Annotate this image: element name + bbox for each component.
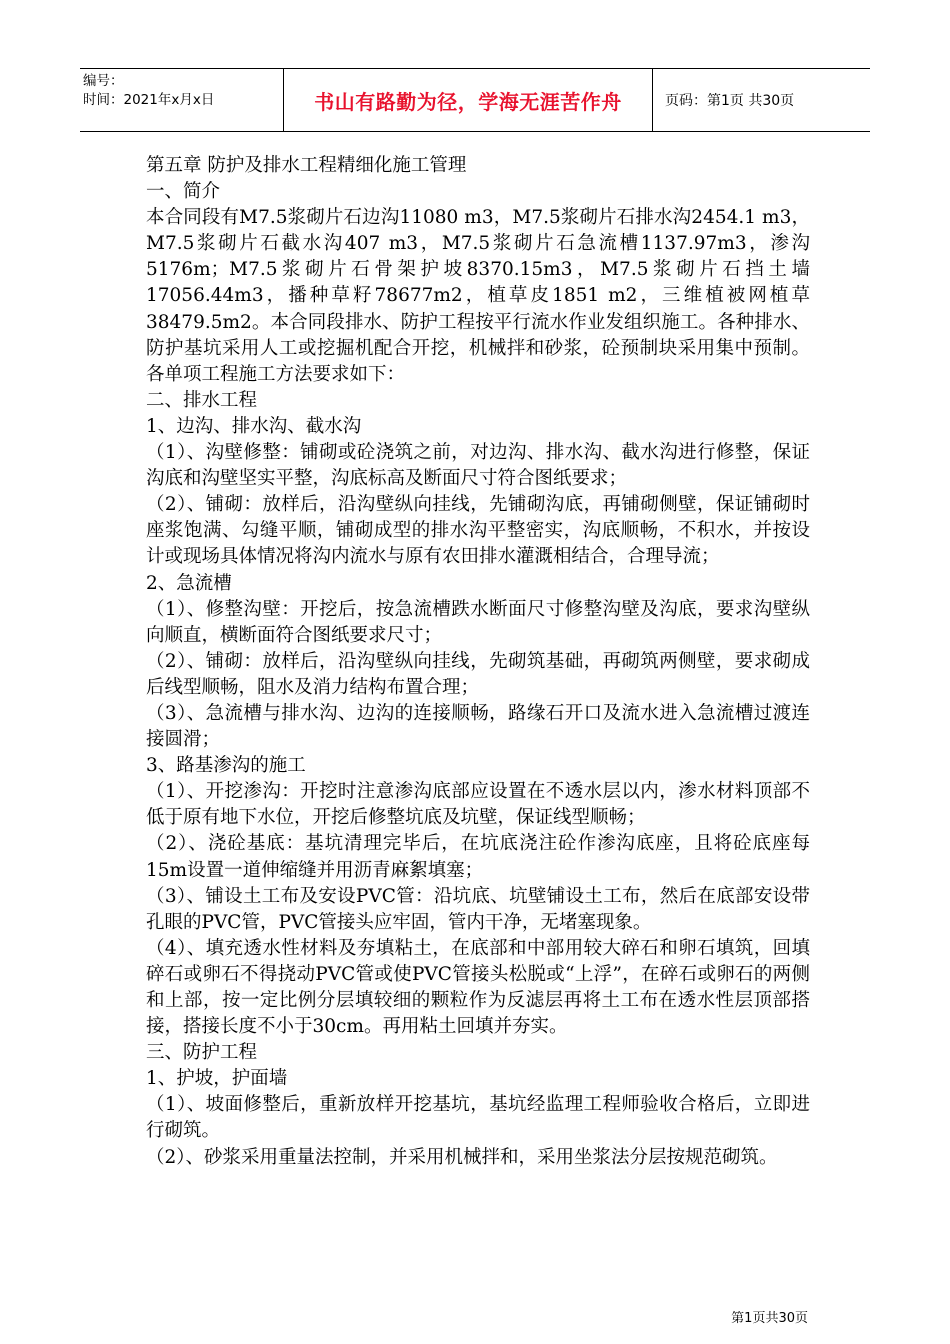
paragraph: （1）、坡面修整后，重新放样开挖基坑，基坑经监理工程师验收合格后，立即进行砌筑。 <box>146 1094 810 1142</box>
document-time-label: 时间：2021年x月x日 <box>83 92 215 108</box>
paragraph: （1）、沟壁修整：铺砌或砼浇筑之前，对边沟、排水沟、截水沟进行修整，保证沟底和沟壁坚实平整，沟底标高及断面尺寸符合图纸要求； <box>146 442 810 490</box>
subsection-heading: 1、护坡，护面墙 <box>146 1068 288 1090</box>
header-meta <box>80 69 284 131</box>
header-motto: 书山有路勤为径，学海无涯苦作舟 <box>284 69 653 131</box>
header-page-info: 页码：第1页 共30页 <box>665 93 795 109</box>
paragraph: （3）、急流槽与排水沟、边沟的连接顺畅，路缘石开口及流水进入急流槽过渡连接圆滑； <box>146 702 810 751</box>
paragraph: （4）、填充透水性材料及夯填粘土，在底部和中部用较大碎石和卵石填筑，回填碎石或卵石不得挠动PVC管或使PVC管接头松脱或“上浮”，在碎石或卵石的两侧和上部，按一定比例分层填较细的颗粒作为反滤层再将土工布在透水性层顶部搭接，搭接长度不小于30cm。再用粘土回填并夯实。 <box>146 937 810 1038</box>
chapter-title: 第五章 防护及排水工程精细化施工管理 <box>146 155 467 176</box>
paragraph: （1）、开挖渗沟：开挖时注意渗沟底部应设置在不透水层以内，渗水材料顶部不低于原有地下水位，开挖后修整坑底及坑壁，保证线型顺畅； <box>146 781 810 829</box>
header-table <box>80 68 870 132</box>
subsection-heading: 1、边沟、排水沟、截水沟 <box>146 415 362 437</box>
paragraph: （1）、修整沟壁：开挖后，按急流槽跌水断面尺寸修整沟壁及沟底，要求沟壁纵向顺直，横断面符合图纸要求尺寸； <box>146 598 810 646</box>
section-heading: 二、排水工程 <box>146 389 258 411</box>
paragraph: （2）、砂浆采用重量法控制，并采用机械拌和，采用坐浆法分层按规范砌筑。 <box>146 1146 778 1168</box>
document-number-label: 编号： <box>83 73 124 89</box>
paragraph: （2）、浇砼基底：基坑清理完毕后，在坑底浇注砼作渗沟底座，且将砼底座每15m设置一道伸缩缝并用沥青麻絮填塞； <box>146 833 810 881</box>
section-heading: 一、简介 <box>146 181 221 203</box>
section-heading: 三、防护工程 <box>146 1042 258 1064</box>
paragraph: （2）、铺砌：放样后，沿沟壁纵向挂线，先铺砌沟底，再铺砌侧壁，保证铺砌时座浆饱满、勾缝平顺，铺砌成型的排水沟平整密实，沟底顺畅，不积水，并按设计或现场具体情况将沟内流水与原有农田排水灌溉相结合，合理导流； <box>146 494 810 568</box>
paragraph: （2）、铺砌：放样后，沿沟壁纵向挂线，先砌筑基础，再砌筑两侧壁，要求砌成后线型顺畅，阻水及消力结构布置合理； <box>146 650 810 698</box>
subsection-heading: 2、急流槽 <box>146 572 232 594</box>
paragraph: 本合同段有M7.5浆砌片石边沟11080 m3，M7.5浆砌片石排水沟2454.1 m3，M7.5浆砌片石截水沟407 m3，M7.5浆砌片石急流槽1137.97m3，渗沟5176m；M7.5浆砌片石骨架护坡8370.15m3，M7.5浆砌片石挡土墙17056.44m3，播种草籽78677m2，植草皮1851 m2，三维植被网植草38479.5m2。本合同段排水、防护工程按平行流水作业发组织施工。各种排水、防护基坑采用人工或挖掘机配合开挖，机械拌和砂浆，砼预制块采用集中预制。各单项工程施工方法要求如下： <box>146 207 810 385</box>
document-body <box>146 153 810 1171</box>
paragraph: （3）、铺设土工布及安设PVC管：沿坑底、坑壁铺设土工布，然后在底部安设带孔眼的PVC管，PVC管接头应牢固，管内干净，无堵塞现象。 <box>146 885 810 933</box>
footer-page-number: 第1页共30页 <box>731 1311 808 1326</box>
subsection-heading: 3、路基渗沟的施工 <box>146 755 306 777</box>
